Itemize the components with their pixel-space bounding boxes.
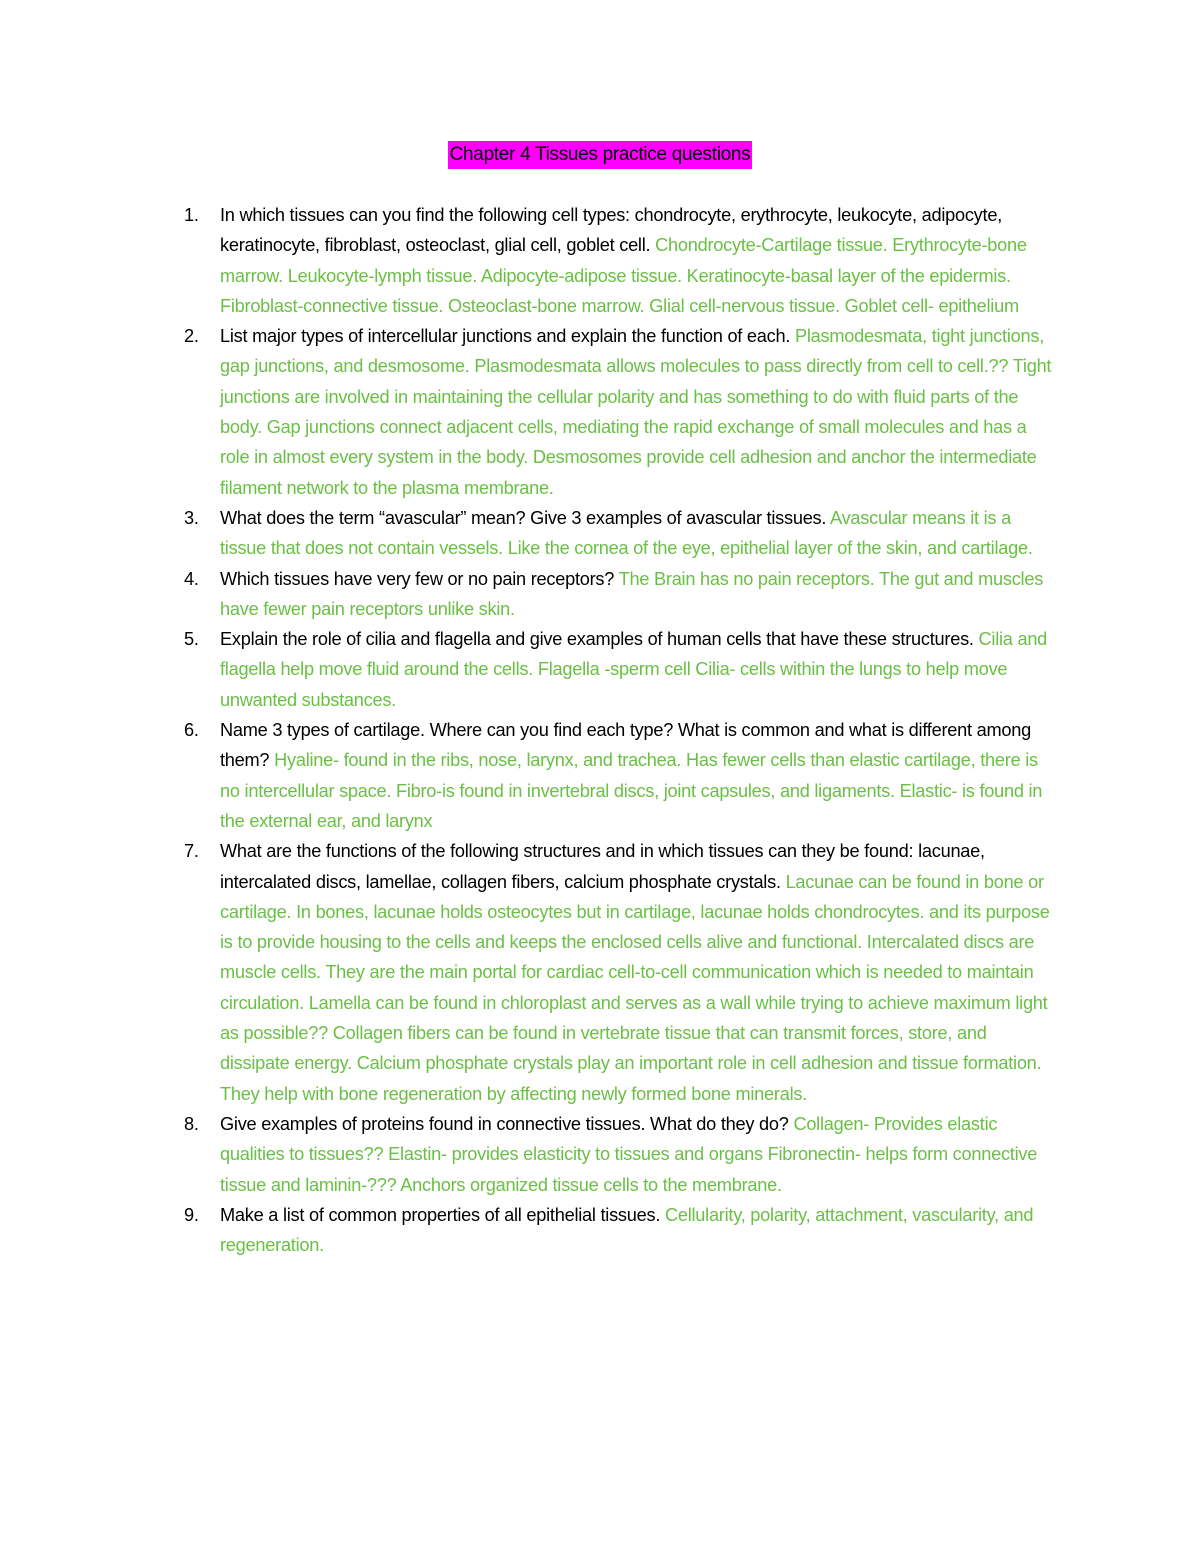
answer-text: Cilia and flagella help move fluid around the cells. Flagella -sperm cell Cilia- cells within the lungs to help move unwanted substances. <box>220 629 1048 710</box>
question-text: Give examples of proteins found in connective tissues. What do they do? <box>220 1113 794 1134</box>
list-item <box>0 200 1200 321</box>
list-item <box>0 1109 1200 1200</box>
question-number: 4. <box>184 568 199 589</box>
question-number: 8. <box>184 1113 199 1134</box>
question-number: 7. <box>184 841 199 862</box>
question-text: Name 3 types of cartilage. Where can you find each type? What is common and what is different among them? <box>220 720 1031 771</box>
list-item <box>0 321 1200 503</box>
question-text: Make a list of common properties of all epithelial tissues. <box>220 1204 665 1225</box>
answer-text: Chondrocyte-Cartilage tissue. Erythrocyte-bone marrow. Leukocyte-lymph tissue. Adipocyte-adipose tissue. Keratinocyte-basal layer of the epidermis. Fibroblast-connective tissue. Osteoclast-bone marrow. Glial cell-nervous tissue. Goblet cell- epithelium <box>220 235 1027 316</box>
question-list <box>0 200 1200 1260</box>
list-item <box>0 624 1200 715</box>
question-text: In which tissues can you find the following cell types: chondrocyte, erythrocyte, leukocyte, adipocyte, keratinocyte, fibroblast, osteoclast, glial cell, goblet cell. <box>220 205 1002 256</box>
question-number: 9. <box>184 1204 199 1225</box>
question-number: 6. <box>184 720 199 741</box>
answer-text: Hyaline- found in the ribs, nose, larynx, and trachea. Has fewer cells than elastic cartilage, there is no intercellular space. Fibro-is found in invertebral discs, joint capsules, and ligaments. Elastic- is found in the external ear, and larynx <box>220 750 1043 831</box>
answer-text: The Brain has no pain receptors. The gut and muscles have fewer pain receptors unlike skin. <box>220 568 1044 619</box>
list-item <box>0 503 1200 564</box>
answer-text: Plasmodesmata, tight junctions, gap junctions, and desmosome. Plasmodesmata allows molecules to pass directly from cell to cell.?? Tight junctions are involved in maintaining the cellular polarity and has something to do with fluid parts of the body. Gap junctions connect adjacent cells, mediating the rapid exchange of small molecules and has a role in almost every system in the body. Desmosomes provide cell adhesion and anchor the intermediate filament network to the plasma membrane. <box>220 326 1052 498</box>
question-text: What are the functions of the following structures and in which tissues can they be found: lacunae, intercalated discs, lamellae, collagen fibers, calcium phosphate crystals. <box>220 841 985 892</box>
question-text: Explain the role of cilia and flagella and give examples of human cells that have these structures. <box>220 629 979 650</box>
answer-text: Collagen- Provides elastic qualities to tissues?? Elastin- provides elasticity to tissues and organs Fibronectin- helps form connective tissue and laminin-??? Anchors organized tissue cells to the membrane. <box>220 1113 1038 1195</box>
page-title: Chapter 4 Tissues practice questions <box>448 141 753 169</box>
answer-text: Avascular means it is a tissue that does not contain vessels. Like the cornea of the eye, epithelial layer of the skin, and cartilage. <box>220 507 1033 559</box>
list-item <box>0 715 1200 836</box>
question-text: List major types of intercellular junctions and explain the function of each. <box>220 326 795 347</box>
question-number: 2. <box>184 326 199 347</box>
question-text: What does the term “avascular” mean? Give 3 examples of avascular tissues. <box>220 507 831 528</box>
title-container <box>0 141 1200 169</box>
question-number: 5. <box>184 629 199 650</box>
list-item <box>0 836 1200 1109</box>
question-number: 3. <box>184 507 199 528</box>
question-number: 1. <box>184 205 199 225</box>
answer-text: Lacunae can be found in bone or cartilage. In bones, lacunae holds osteocytes but in cartilage, lacunae holds chondrocytes. and its purpose is to provide housing to the cells and keeps the enclosed cells alive and functional. Intercalated discs are muscle cells. They are the main portal for cardiac cell-to-cell communication which is needed to maintain circulation. Lamella can be found in chloroplast and serves as a wall while trying to achieve maximum light as possible?? Collagen fibers can be found in vertebrate tissue that can transmit forces, store, and dissipate energy. Calcium phosphate crystals play an important role in cell adhesion and tissue formation. They help with bone regeneration by affecting newly formed bone minerals. <box>220 871 1050 1104</box>
list-item <box>0 1200 1200 1261</box>
list-item <box>0 564 1200 625</box>
answer-text: Cellularity, polarity, attachment, vascularity, and regeneration. <box>220 1204 1034 1256</box>
question-text: Which tissues have very few or no pain receptors? <box>220 568 619 589</box>
